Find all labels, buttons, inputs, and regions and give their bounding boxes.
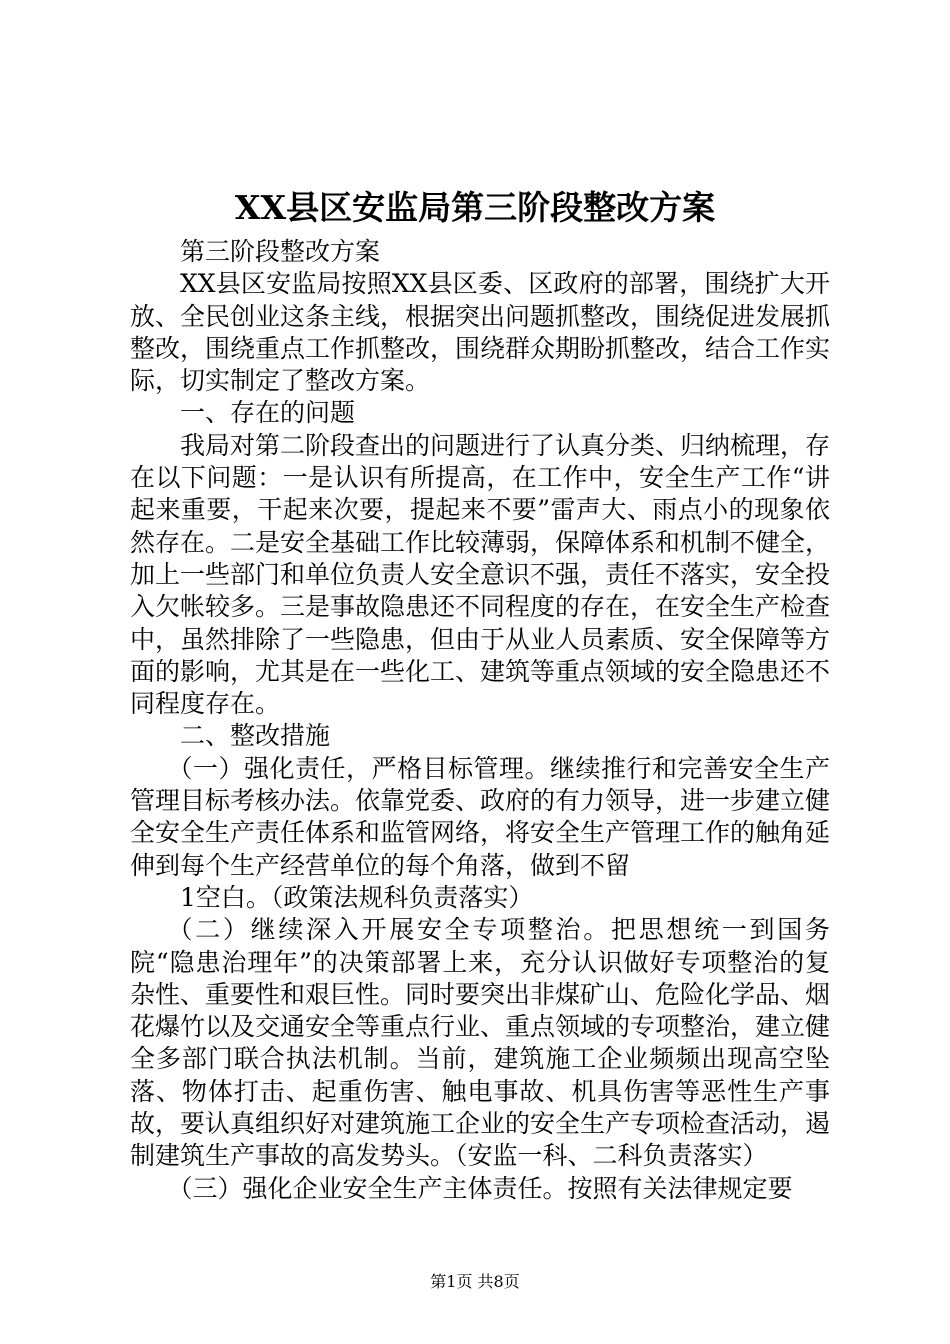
heading-rectification-measures: 二、整改措施: [180, 721, 331, 751]
intro-paragraph: XX县区安监局按照XX县区委、区政府的部署，围绕扩大开放、全民创业这条主线，根据突出问题抓整改，围绕促进发展抓整改，围绕重点工作抓整改，围绕群众期盼抓整改，结合工作实际，切实制定了整改方案。: [130, 269, 831, 396]
measure-3-paragraph: （三）强化企业安全生产主体责任。按照有关法律规定要: [167, 1173, 793, 1203]
heading-existing-problems: 一、存在的问题: [180, 398, 356, 428]
page-number-footer: 第1页 共8页: [430, 1272, 520, 1291]
document-title: XX县区安监局第三阶段整改方案: [234, 188, 716, 227]
document-body: [130, 236, 830, 1205]
measure-2-paragraph: （二）继续深入开展安全专项整治。把思想统一到国务院“隐患治理年”的决策部署上来，充分认识做好专项整治的复杂性、重要性和艰巨性。同时要突出非煤矿山、危险化学品、烟花爆竹以及交通安全等重点行业、重点领域的专项整治，建立健全多部门联合执法机制。当前，建筑施工企业频频出现高空坠落、物体打击、起重伤害、触电事故、机具伤害等恶性生产事故，要认真组织好对建筑施工企业的安全生产专项检查活动，遏制建筑生产事故的高发势头。（安监一科、二科负责落实）: [130, 915, 831, 1171]
problems-paragraph: 我局对第二阶段查出的问题进行了认真分类、归纳梳理，存在以下问题：一是认识有所提高，在工作中，安全生产工作“讲起来重要，干起来次要，提起来不要”雷声大、雨点小的现象依然存在。二是安全基础工作比较薄弱，保障体系和机制不健全，加上一些部门和单位负责人安全意识不强，责任不落实，安全投入欠帐较多。三是事故隐患还不同程度的存在，在安全生产检查中，虽然排除了一些隐患，但由于从业人员素质、安全保障等方面的影响，尤其是在一些化工、建筑等重点领域的安全隐患还不同程度存在。: [130, 430, 831, 719]
measure-1-paragraph: （一）强化责任，严格目标管理。继续推行和完善安全生产管理目标考核办法。依靠党委、政府的有力领导，进一步建立健全安全生产责任体系和监管网络，将安全生产管理工作的触角延伸到每个生产经营单位的每个角落，做到不留: [130, 753, 831, 880]
measure-1-continuation: 1空白。（政策法规科负责落实）: [180, 882, 534, 912]
section-subtitle: 第三阶段整改方案: [180, 237, 381, 266]
